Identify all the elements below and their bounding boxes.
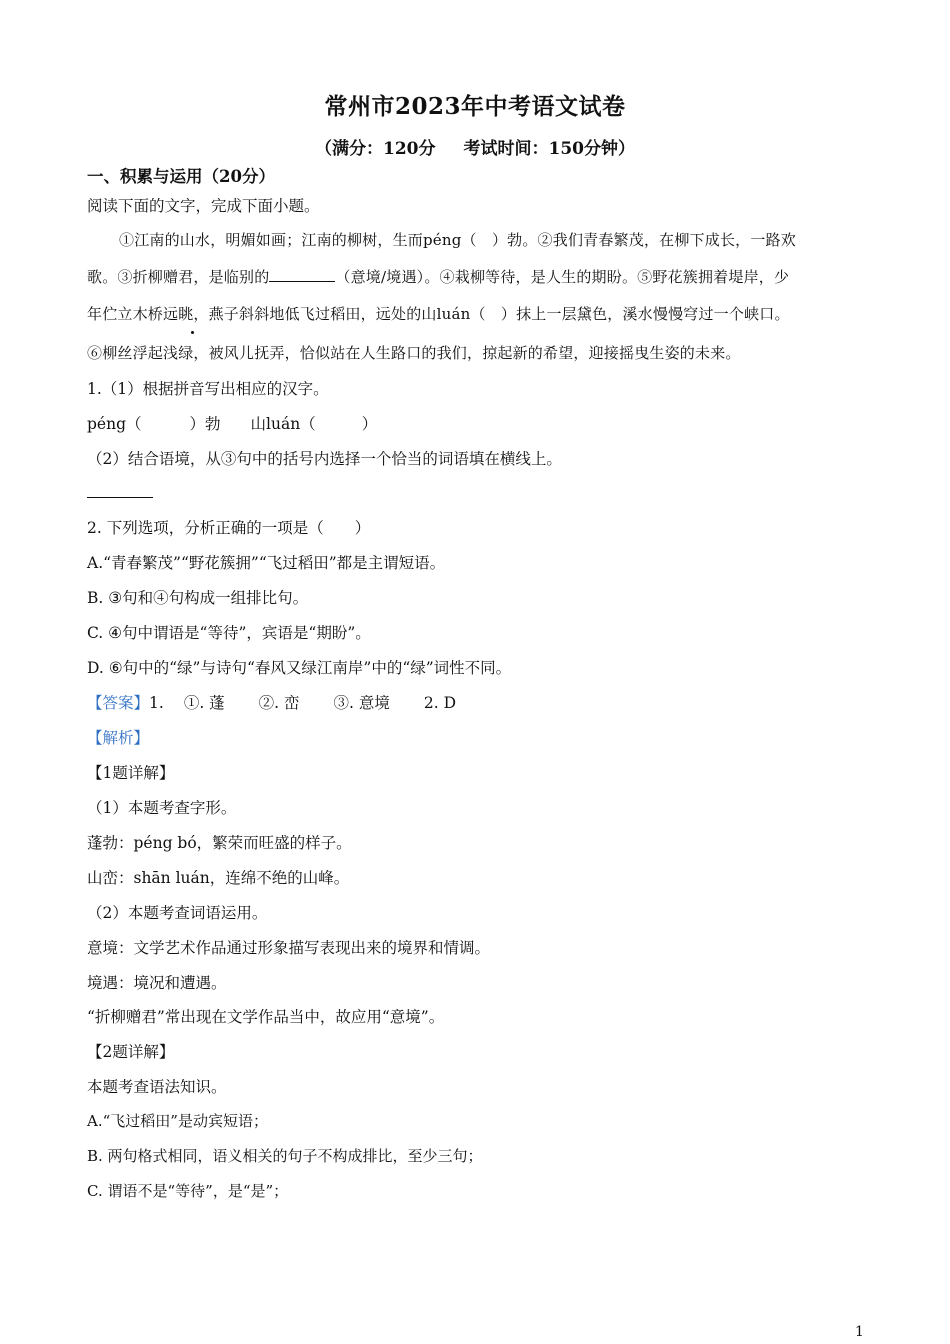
passage-line-2: [87, 266, 789, 288]
answer-1-2: ②. 峦: [258, 694, 300, 712]
pinyin-luan-close: ）: [361, 415, 378, 433]
analysis-tag: 【解析】: [87, 729, 150, 747]
detail-1-heading: 【1题详解】: [87, 764, 175, 782]
answer-blank: [87, 482, 153, 504]
answer-1: 1.: [149, 694, 164, 712]
answer-line: [87, 692, 456, 714]
reading-instruction: 阅读下面的文字，完成下面小题。: [87, 197, 320, 215]
question-1-sub2: （2）结合语境，从③句中的括号内选择一个恰当的词语填在横线上。: [87, 450, 562, 468]
detail-2-line-3: B. 两句格式相同，语义相关的句子不构成排比，至少三句；: [87, 1147, 483, 1165]
detail-2-heading: 【2题详解】: [87, 1043, 175, 1061]
detail-2-line-1: 本题考查语法知识。: [87, 1078, 227, 1096]
page-number: 1: [855, 1324, 864, 1340]
option-b: B. ③句和④句构成一组排比句。: [87, 589, 309, 607]
pinyin-luan-open: 山luán（: [250, 415, 316, 433]
passage-line-2-end: （意境/境遇）。④栽柳等待，是人生的期盼。⑤野花簇拥着堤岸，少: [335, 268, 790, 286]
detail-1-line-7: “折柳赠君”常出现在文学作品当中，故应用“意境”。: [87, 1008, 445, 1026]
exam-time: 考试时间：150分钟）: [463, 139, 635, 159]
detail-1-line-1: （1）本题考查字形。: [87, 799, 237, 817]
answer-2: 2. D: [423, 694, 457, 712]
answer-1-1: ①. 蓬: [183, 694, 225, 712]
detail-1-line-6: 境遇：境况和遭遇。: [87, 974, 227, 992]
question-1-pinyin: [87, 413, 377, 435]
question-1-stem: 1.（1）根据拼音写出相应的汉字。: [87, 380, 329, 398]
detail-2-line-2: A.“飞过稻田”是动宾短语；: [87, 1112, 268, 1130]
option-c: C. ④句中谓语是“等待”，宾语是“期盼”。: [87, 624, 371, 642]
pinyin-peng-close: ）勃: [189, 415, 221, 433]
full-score: （满分：120分: [315, 139, 436, 159]
detail-1-line-3: 山峦：shān luán，连绵不绝的山峰。: [87, 869, 350, 887]
answer-1-3: ③. 意境: [333, 694, 390, 712]
detail-2-line-4: C. 谓语不是“等待”，是“是”；: [87, 1182, 289, 1200]
section-heading: 一、积累与运用（20分）: [87, 167, 275, 186]
page-title: 常州市2023年中考语文试卷: [324, 93, 626, 120]
detail-1-line-2: 蓬勃：péng bó，繁荣而旺盛的样子。: [87, 834, 352, 852]
option-d: D. ⑥句中的“绿”与诗句“春风又绿江南岸”中的“绿”词性不同。: [87, 659, 512, 677]
passage-line-1: ①江南的山水，明媚如画；江南的柳树，生而péng（ ）勃。②我们青春繁茂，在柳下成长，一路欢: [119, 231, 796, 249]
emphasis-dot: [191, 331, 194, 334]
passage-line-3: 年伫立木桥远眺，燕子斜斜地低飞过稻田，远处的山luán（ ）抹上一层黛色，溪水慢慢穹过一个峡口。: [87, 305, 790, 323]
fill-blank: [269, 267, 335, 282]
option-a: A.“青春繁茂”“野花簇拥”“飞过稻田”都是主谓短语。: [87, 554, 446, 572]
question-2-stem: 2. 下列选项，分析正确的一项是（ ）: [87, 519, 371, 537]
pinyin-peng-open: péng（: [87, 415, 142, 433]
answer-tag: 【答案】: [87, 694, 150, 712]
detail-1-line-5: 意境：文学艺术作品通过形象描写表现出来的境界和情调。: [87, 939, 491, 957]
exam-info: [0, 134, 950, 159]
detail-1-line-4: （2）本题考查词语运用。: [87, 904, 268, 922]
passage-line-2-start: 歌。③折柳赠君，是临别的: [87, 268, 270, 286]
passage-line-4: ⑥柳丝浮起浅绿，被风儿抚弄，恰似站在人生路口的我们，掠起新的希望，迎接摇曳生姿的未来。: [87, 344, 741, 362]
